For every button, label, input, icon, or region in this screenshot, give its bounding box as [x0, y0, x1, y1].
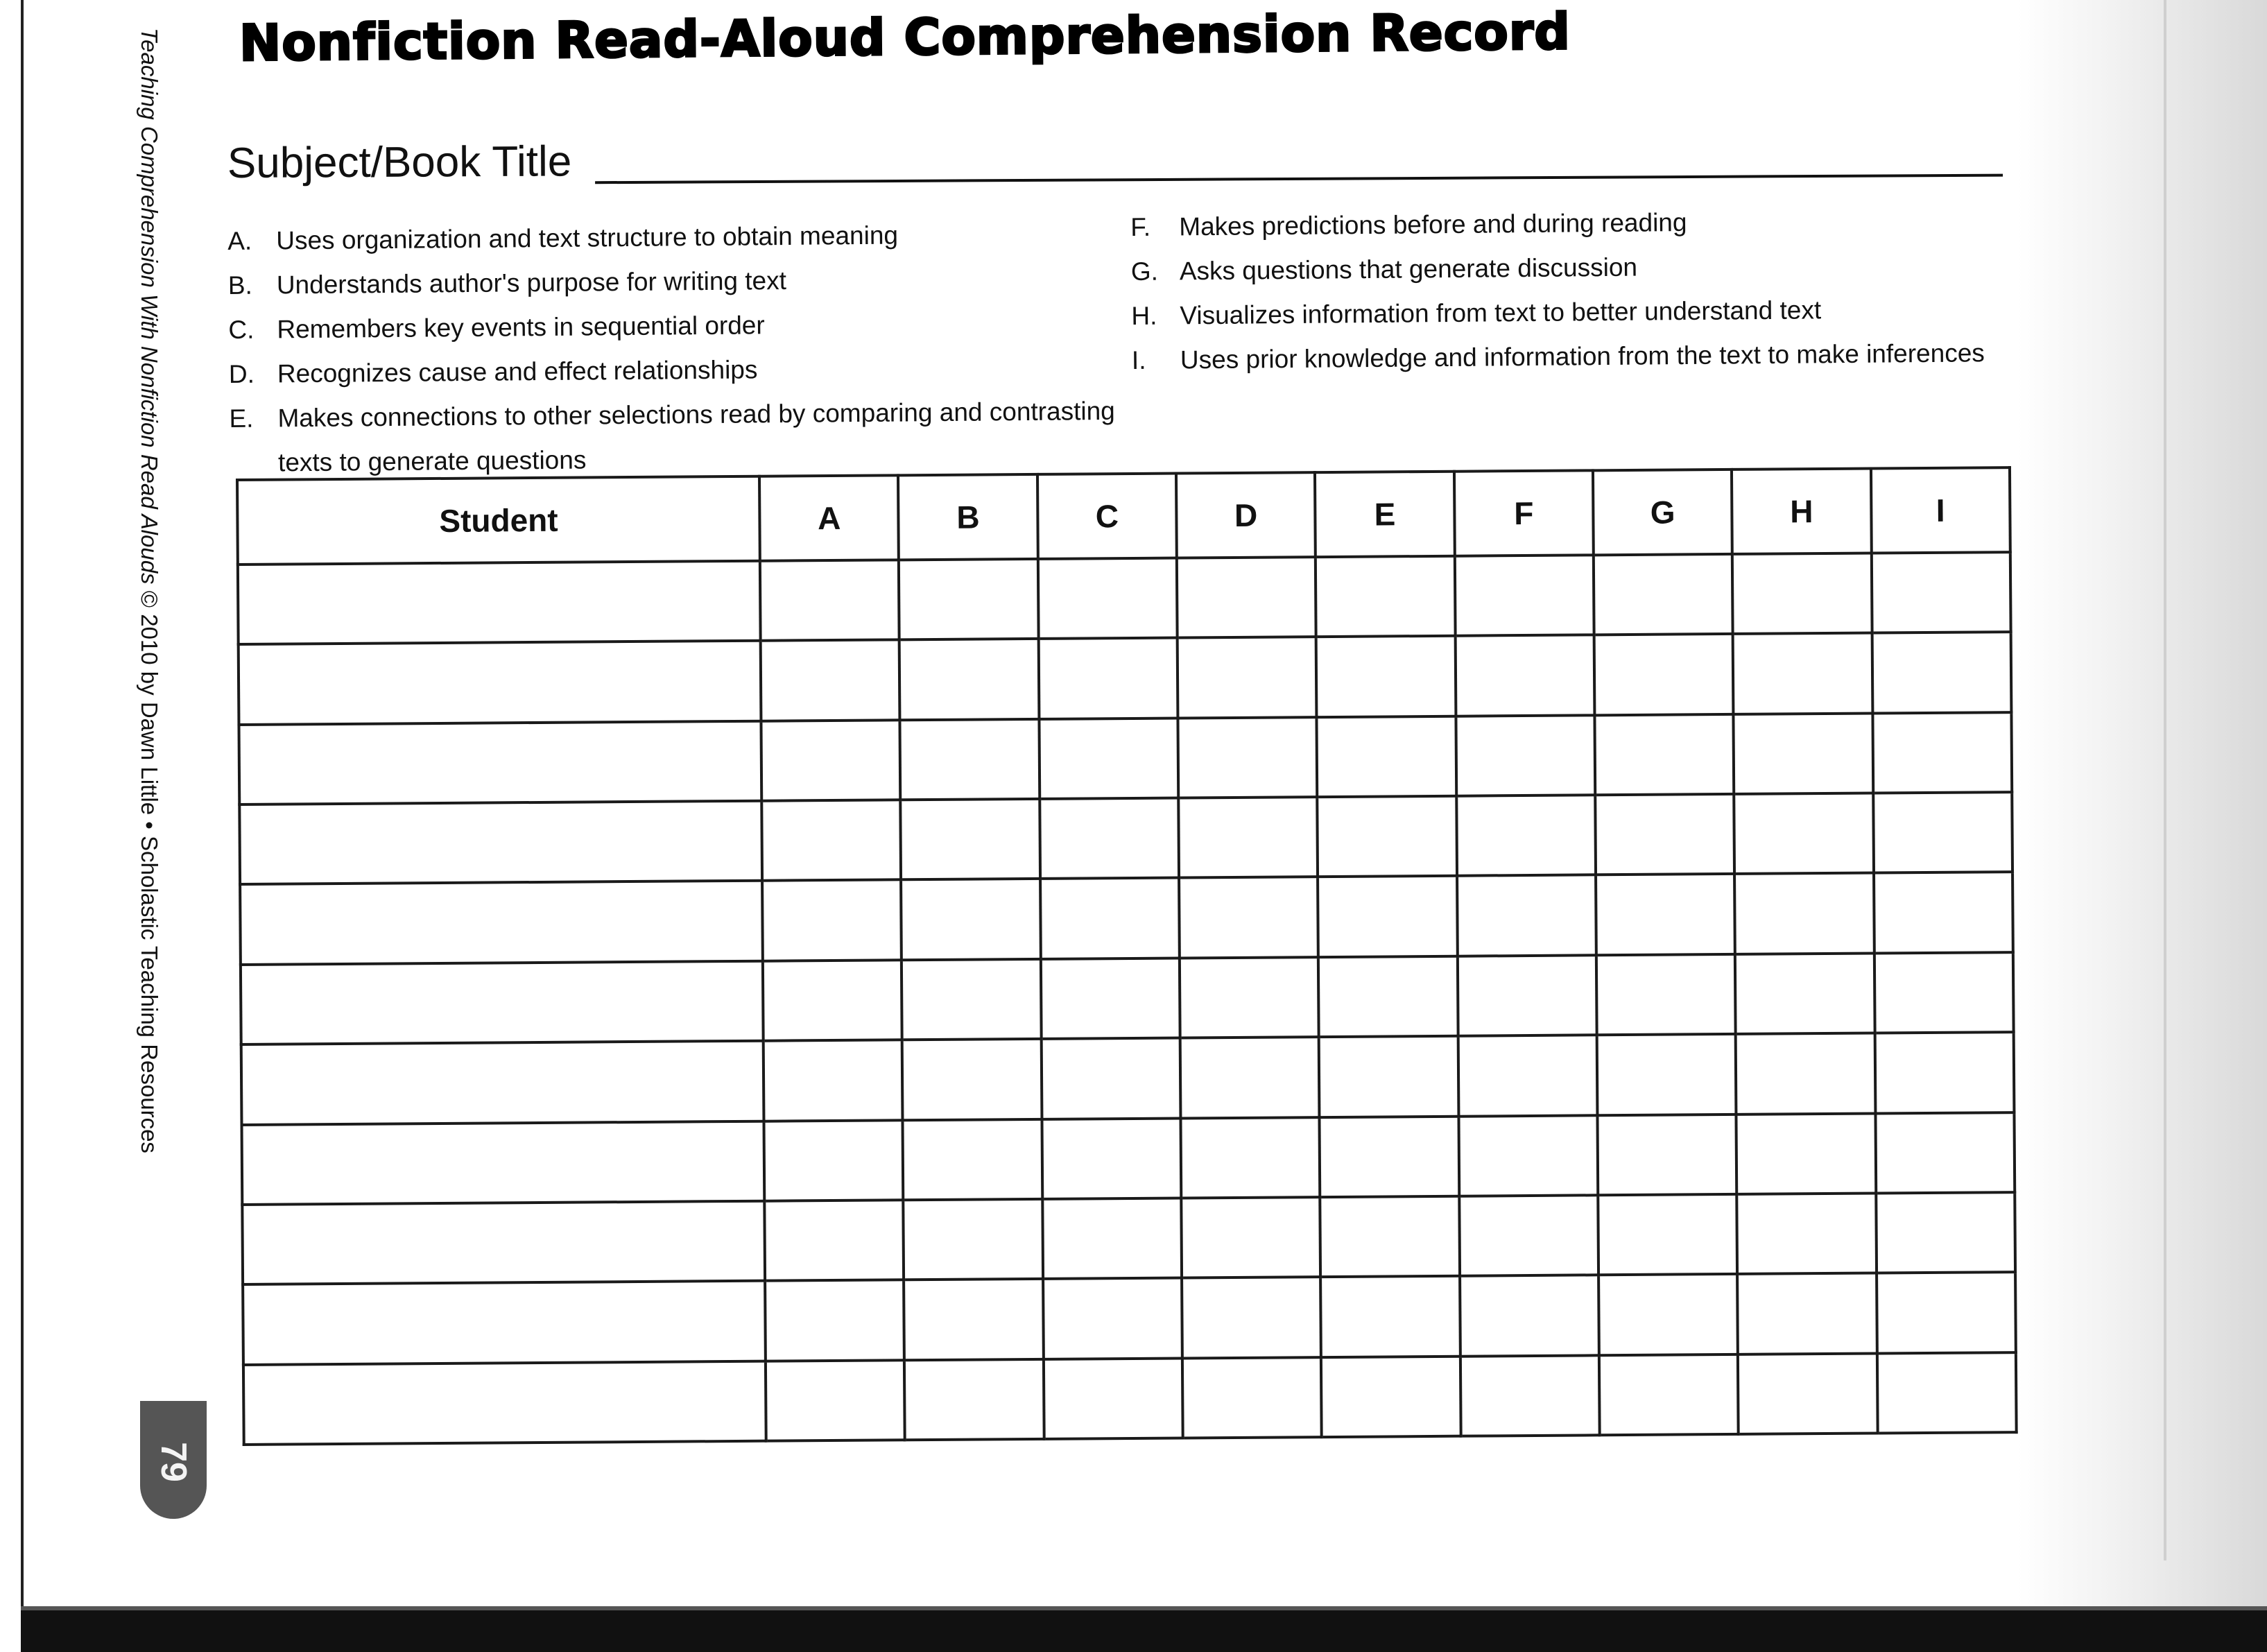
- criteria-letter: I.: [1131, 345, 1146, 375]
- criterion-check-cell[interactable]: [1320, 1116, 1459, 1197]
- criteria-item: [228, 256, 1130, 308]
- criterion-check-cell[interactable]: [1180, 1037, 1320, 1118]
- criteria-item: [229, 389, 1131, 485]
- table-row: [238, 552, 2011, 644]
- table-row: [239, 712, 2012, 805]
- criteria-text: Recognizes cause and effect relationships: [277, 355, 758, 388]
- criterion-check-cell[interactable]: [1734, 873, 1874, 954]
- criteria-text: Makes connections to other selections read by comparing and contrasting texts to generate questions: [277, 396, 1115, 477]
- criterion-check-cell[interactable]: [1733, 633, 1872, 714]
- criterion-check-cell[interactable]: [1318, 796, 1457, 877]
- table-row: [242, 1112, 2015, 1205]
- criterion-check-cell[interactable]: [1042, 1198, 1182, 1279]
- header-criterion: E: [1315, 472, 1454, 557]
- student-name-cell[interactable]: [239, 721, 761, 805]
- criterion-check-cell[interactable]: [1596, 954, 1736, 1035]
- criteria-letter: F.: [1130, 212, 1151, 241]
- criterion-check-cell[interactable]: [1598, 1114, 1737, 1195]
- criterion-check-cell[interactable]: [1457, 875, 1596, 956]
- criterion-check-cell[interactable]: [1040, 878, 1180, 959]
- criterion-check-cell[interactable]: [1038, 558, 1178, 639]
- criterion-check-cell[interactable]: [1177, 557, 1316, 638]
- criterion-check-cell[interactable]: [1594, 634, 1734, 715]
- criterion-check-cell[interactable]: [1179, 877, 1318, 958]
- criteria-text: Makes predictions before and during reading: [1179, 207, 1687, 241]
- criterion-check-cell[interactable]: [763, 960, 902, 1041]
- header-criterion: B: [898, 474, 1037, 560]
- criteria-item: [227, 212, 1130, 264]
- criterion-check-cell[interactable]: [1038, 638, 1178, 719]
- table-row: [243, 1352, 2017, 1445]
- criterion-check-cell[interactable]: [1041, 1038, 1180, 1119]
- criterion-check-cell[interactable]: [761, 720, 901, 801]
- criterion-check-cell[interactable]: [760, 560, 899, 641]
- header-student: Student: [237, 476, 760, 565]
- criterion-check-cell[interactable]: [1877, 1272, 2016, 1353]
- table-row: [243, 1272, 2016, 1364]
- criterion-check-cell[interactable]: [1460, 1275, 1599, 1357]
- header-criterion: A: [759, 475, 899, 560]
- criterion-check-cell[interactable]: [1320, 1196, 1460, 1277]
- criterion-check-cell[interactable]: [1732, 553, 1872, 635]
- criterion-check-cell[interactable]: [1182, 1277, 1321, 1358]
- criterion-check-cell[interactable]: [904, 1199, 1043, 1280]
- criterion-check-cell[interactable]: [1876, 1192, 2015, 1273]
- criterion-check-cell[interactable]: [1598, 1274, 1738, 1355]
- criteria-item: [228, 300, 1130, 352]
- header-criterion: I: [1871, 467, 2010, 553]
- header-criterion: D: [1176, 472, 1316, 558]
- side-credit-rest: © 2010 by Dawn Little • Scholastic Teaching Resources: [137, 590, 162, 1153]
- student-name-cell[interactable]: [242, 1121, 765, 1205]
- subject-write-line[interactable]: [595, 174, 2003, 184]
- criteria-text: Understands author's purpose for writing text: [276, 266, 787, 300]
- criteria-letter: B.: [227, 270, 252, 300]
- criterion-check-cell[interactable]: [1182, 1357, 1322, 1438]
- record-table: [236, 466, 2018, 1446]
- criterion-check-cell[interactable]: [902, 1039, 1042, 1120]
- criterion-check-cell[interactable]: [1316, 636, 1456, 717]
- criterion-check-cell[interactable]: [1736, 1033, 1875, 1115]
- criterion-check-cell[interactable]: [1321, 1356, 1460, 1437]
- criterion-check-cell[interactable]: [1178, 797, 1318, 878]
- student-name-cell[interactable]: [243, 1361, 766, 1445]
- criterion-check-cell[interactable]: [1178, 717, 1318, 798]
- criterion-check-cell[interactable]: [1874, 872, 2013, 954]
- criterion-check-cell[interactable]: [1875, 1112, 2015, 1194]
- side-credit-book: Teaching Comprehension With Nonfiction Read Alouds: [137, 28, 162, 585]
- criterion-check-cell[interactable]: [1320, 1276, 1460, 1357]
- criteria-letter: A.: [227, 226, 252, 255]
- table-row: [242, 1192, 2015, 1284]
- criterion-check-cell[interactable]: [1737, 1273, 1877, 1354]
- scan-shadow: [2017, 0, 2267, 1652]
- criterion-check-cell[interactable]: [1597, 1034, 1736, 1115]
- criteria-text: Uses organization and text structure to obtain meaning: [276, 221, 899, 255]
- criteria-text: Visualizes information from text to better understand text: [1180, 295, 1822, 330]
- table-row: [241, 952, 2014, 1044]
- criterion-check-cell[interactable]: [764, 1040, 903, 1121]
- criterion-check-cell[interactable]: [1595, 794, 1734, 875]
- criterion-check-cell[interactable]: [1873, 792, 2012, 873]
- criterion-check-cell[interactable]: [1738, 1353, 1877, 1434]
- criterion-check-cell[interactable]: [1599, 1354, 1739, 1436]
- criterion-check-cell[interactable]: [1318, 956, 1458, 1038]
- criterion-check-cell[interactable]: [900, 719, 1040, 800]
- criteria-item: [1132, 331, 2034, 383]
- criterion-check-cell[interactable]: [1872, 712, 2012, 793]
- criterion-check-cell[interactable]: [1458, 1115, 1598, 1196]
- criterion-check-cell[interactable]: [765, 1280, 904, 1361]
- criterion-check-cell[interactable]: [1874, 1032, 2014, 1113]
- criterion-check-cell[interactable]: [1871, 552, 2010, 633]
- criterion-check-cell[interactable]: [1737, 1193, 1877, 1274]
- criterion-check-cell[interactable]: [1456, 715, 1595, 796]
- criterion-check-cell[interactable]: [1317, 716, 1456, 797]
- table-row: [239, 792, 2012, 884]
- criteria-letter: H.: [1131, 301, 1157, 330]
- criterion-check-cell[interactable]: [1455, 635, 1594, 716]
- header-criterion: G: [1593, 470, 1732, 555]
- criterion-check-cell[interactable]: [762, 880, 902, 961]
- header-criterion: H: [1732, 469, 1871, 554]
- student-name-cell[interactable]: [242, 1201, 765, 1285]
- criterion-check-cell[interactable]: [1736, 1113, 1876, 1194]
- criteria-item: [1131, 242, 2033, 294]
- criteria-item: [1131, 286, 2033, 338]
- criterion-check-cell[interactable]: [1180, 957, 1319, 1038]
- criterion-check-cell[interactable]: [903, 1119, 1042, 1200]
- criterion-check-cell[interactable]: [764, 1120, 904, 1201]
- criterion-check-cell[interactable]: [1735, 953, 1874, 1034]
- page-number-tab: [140, 1401, 207, 1519]
- criterion-check-cell[interactable]: [1594, 554, 1733, 635]
- header-criterion: F: [1454, 470, 1594, 556]
- criteria-text: Asks questions that generate discussion: [1179, 252, 1638, 286]
- criterion-check-cell[interactable]: [1316, 556, 1455, 637]
- subject-label: Subject/Book Title: [227, 137, 572, 187]
- student-name-cell[interactable]: [239, 801, 762, 885]
- criterion-check-cell[interactable]: [761, 640, 900, 721]
- criterion-check-cell[interactable]: [1458, 1035, 1597, 1116]
- criterion-check-cell[interactable]: [1318, 876, 1457, 957]
- criteria-text: Remembers key events in sequential order: [277, 311, 765, 344]
- criterion-check-cell[interactable]: [1460, 1355, 1600, 1436]
- criterion-check-cell[interactable]: [902, 959, 1041, 1040]
- student-name-cell[interactable]: [239, 641, 761, 725]
- criteria-letter: C.: [228, 315, 255, 344]
- criteria-letter: G.: [1130, 257, 1159, 286]
- criterion-check-cell[interactable]: [1596, 874, 1735, 955]
- table-row: [241, 1032, 2015, 1124]
- criterion-check-cell[interactable]: [1456, 795, 1596, 876]
- criteria-text: Uses prior knowledge and information from the text to make inferences: [1180, 338, 1985, 375]
- criterion-check-cell[interactable]: [1181, 1197, 1320, 1278]
- side-credit: [118, 28, 180, 1165]
- student-name-cell[interactable]: [241, 961, 764, 1045]
- criterion-check-cell[interactable]: [761, 800, 901, 881]
- criterion-check-cell[interactable]: [1181, 1117, 1320, 1198]
- criterion-check-cell[interactable]: [1734, 793, 1874, 875]
- criterion-check-cell[interactable]: [1039, 718, 1178, 799]
- page-number: 79: [153, 1442, 193, 1482]
- criterion-check-cell[interactable]: [1319, 1036, 1458, 1117]
- criterion-check-cell[interactable]: [1877, 1352, 2017, 1434]
- criterion-check-cell[interactable]: [1459, 1195, 1598, 1276]
- criteria-list-right: [1130, 198, 2033, 383]
- criterion-check-cell[interactable]: [1455, 555, 1594, 636]
- criterion-check-cell[interactable]: [1041, 958, 1180, 1039]
- table-row: [239, 632, 2012, 724]
- criterion-check-cell[interactable]: [899, 639, 1039, 720]
- student-name-cell[interactable]: [241, 1041, 764, 1125]
- criterion-check-cell[interactable]: [904, 1359, 1044, 1440]
- criterion-check-cell[interactable]: [901, 799, 1040, 880]
- criterion-check-cell[interactable]: [1043, 1278, 1182, 1359]
- table-row: [240, 872, 2013, 965]
- student-name-cell[interactable]: [243, 1281, 766, 1365]
- criterion-check-cell[interactable]: [766, 1360, 905, 1441]
- criteria-item: [1130, 198, 2033, 250]
- subject-field: [227, 130, 2003, 201]
- criterion-check-cell[interactable]: [1874, 952, 2014, 1033]
- page-edge: [2164, 0, 2166, 1560]
- header-criterion: C: [1037, 474, 1177, 559]
- criterion-check-cell[interactable]: [904, 1279, 1044, 1360]
- criteria-item: [229, 345, 1131, 397]
- criterion-check-cell[interactable]: [1042, 1118, 1181, 1199]
- criterion-check-cell[interactable]: [1044, 1358, 1183, 1439]
- criterion-check-cell[interactable]: [1040, 798, 1179, 879]
- student-name-cell[interactable]: [238, 561, 761, 645]
- criteria-list-left: [227, 212, 1131, 485]
- criterion-check-cell[interactable]: [1594, 714, 1734, 795]
- bottom-bar: [21, 1610, 2267, 1652]
- table-header-row: [237, 467, 2010, 565]
- criterion-check-cell[interactable]: [764, 1200, 904, 1281]
- criterion-check-cell[interactable]: [902, 879, 1041, 960]
- criteria-letter: D.: [228, 359, 255, 388]
- criterion-check-cell[interactable]: [899, 559, 1038, 640]
- criterion-check-cell[interactable]: [1872, 632, 2011, 713]
- left-border: [21, 0, 24, 1616]
- page-title: Nonfiction Read-Aloud Comprehension Record: [239, 2, 1571, 72]
- student-name-cell[interactable]: [240, 881, 763, 965]
- criterion-check-cell[interactable]: [1458, 955, 1597, 1036]
- criterion-check-cell[interactable]: [1734, 713, 1873, 794]
- criterion-check-cell[interactable]: [1598, 1194, 1737, 1275]
- criteria-letter: E.: [229, 404, 254, 433]
- criterion-check-cell[interactable]: [1178, 637, 1317, 718]
